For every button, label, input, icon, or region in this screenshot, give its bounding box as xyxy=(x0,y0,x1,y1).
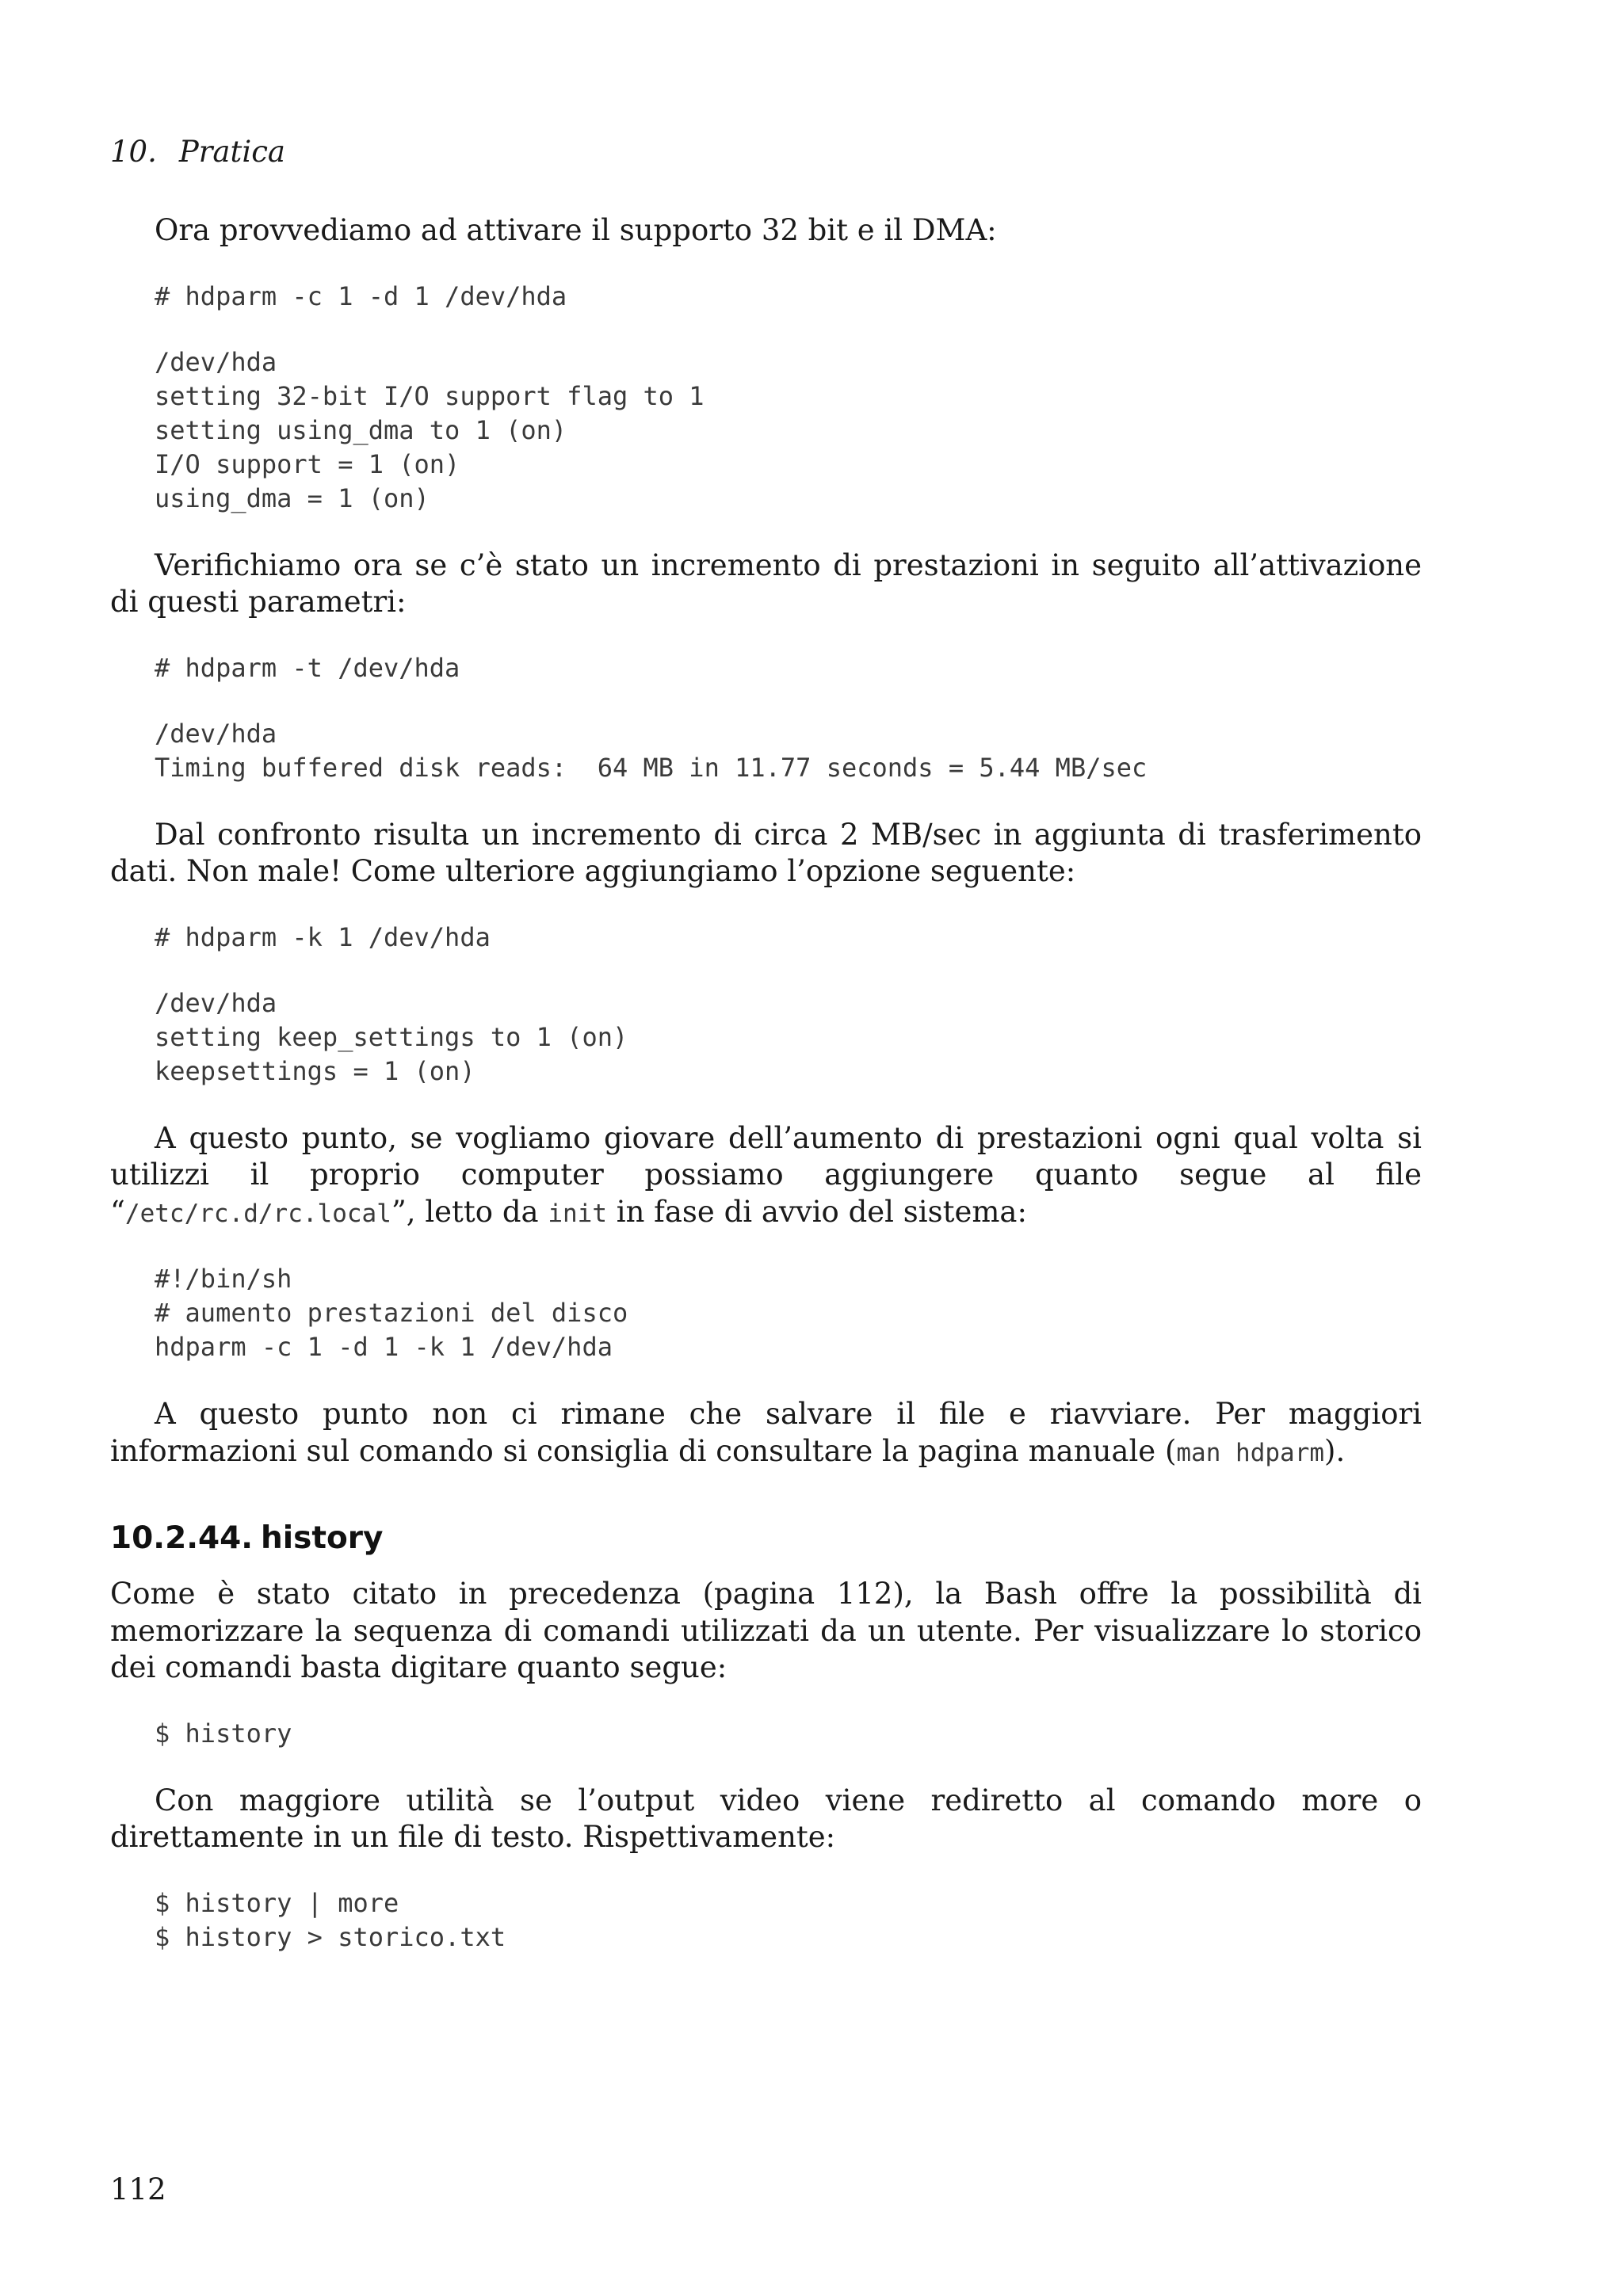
section-heading-history xyxy=(110,1519,1422,1558)
paragraph-history-intro: Come è stato citato in precedenza (pagina 112), la Bash offre la possibilità di memorizzare la sequenza di comandi utilizzati da un utente. Per visualizzare lo storico dei comandi basta digitare quanto segue: xyxy=(110,1577,1422,1684)
chapter-title: Pratica xyxy=(178,135,285,169)
paragraph-verify: Verifichiamo ora se c’è stato un incremento di prestazioni in seguito all’attivazione di questi parametri: xyxy=(110,547,1422,619)
code-block-hdparm-k: # hdparm -k 1 /dev/hda xyxy=(155,921,491,952)
code-output-hdparm-c-d: /dev/hda setting 32-bit I/O support flag to 1 setting using_dma to 1 (on) I/O support = 1 (on) using_dma = 1 (on) xyxy=(155,346,705,513)
paragraph-text: A questo punto non ci rimane che salvare il file e riavviare. Per maggiori informazioni sul comando si consiglia di consultare la pagina manuale ( xyxy=(110,1397,1422,1468)
code-block-hdparm-c-d: # hdparm -c 1 -d 1 /dev/hda xyxy=(155,280,567,311)
paragraph-dma-intro: Ora provvediamo ad attivare il supporto 32 bit e il DMA: xyxy=(155,213,997,247)
code-block-history-redirect: $ history | more $ history > storico.txt xyxy=(155,1887,506,1952)
code-output-hdparm-k: /dev/hda setting keep_settings to 1 (on) keepsettings = 1 (on) xyxy=(155,987,628,1086)
paragraph-text: ). xyxy=(1324,1433,1346,1468)
page-body xyxy=(110,212,1422,1955)
paragraph-rc-local xyxy=(110,1120,1422,1233)
inline-code-init: init xyxy=(548,1199,607,1228)
document-page xyxy=(110,0,1422,2296)
paragraph-history-redirect: Con maggiore utilità se l’output video viene rediretto al comando more o direttamente in un file di testo. Rispettivamente: xyxy=(110,1783,1422,1854)
chapter-number: 10. xyxy=(110,135,157,169)
section-number: 10.2.44. xyxy=(110,1520,254,1556)
inline-code-file-path: /etc/rc.d/rc.local xyxy=(124,1199,391,1228)
paragraph-save-reboot xyxy=(110,1396,1422,1471)
code-output-hdparm-t: /dev/hda Timing buffered disk reads: 64 MB in 11.77 seconds = 5.44 MB/sec xyxy=(155,718,1148,783)
code-block-startup-script: #!/bin/sh # aumento prestazioni del disco hdparm -c 1 -d 1 -k 1 /dev/hda xyxy=(155,1264,628,1362)
running-header xyxy=(110,133,285,171)
code-block-hdparm-t: # hdparm -t /dev/hda xyxy=(155,652,460,683)
code-block-history: $ history xyxy=(155,1718,292,1749)
paragraph-text: in fase di avvio del sistema: xyxy=(606,1194,1027,1229)
section-title: history xyxy=(261,1520,384,1556)
paragraph-text: ”, letto da xyxy=(391,1194,548,1229)
page-number: 112 xyxy=(110,2172,166,2206)
paragraph-comparison: Dal confronto risulta un incremento di circa 2 MB/sec in aggiunta di trasferimento dati. Non male! Come ulteriore aggiungiamo l’opzione seguente: xyxy=(110,817,1422,888)
paragraph-text: A questo punto, se vogliamo giovare dell’aumento di prestazioni ogni qual volta si utilizzi il proprio computer possiamo aggiungere quanto segue al file “ xyxy=(110,1120,1422,1229)
inline-code-man: man hdparm xyxy=(1176,1438,1325,1467)
